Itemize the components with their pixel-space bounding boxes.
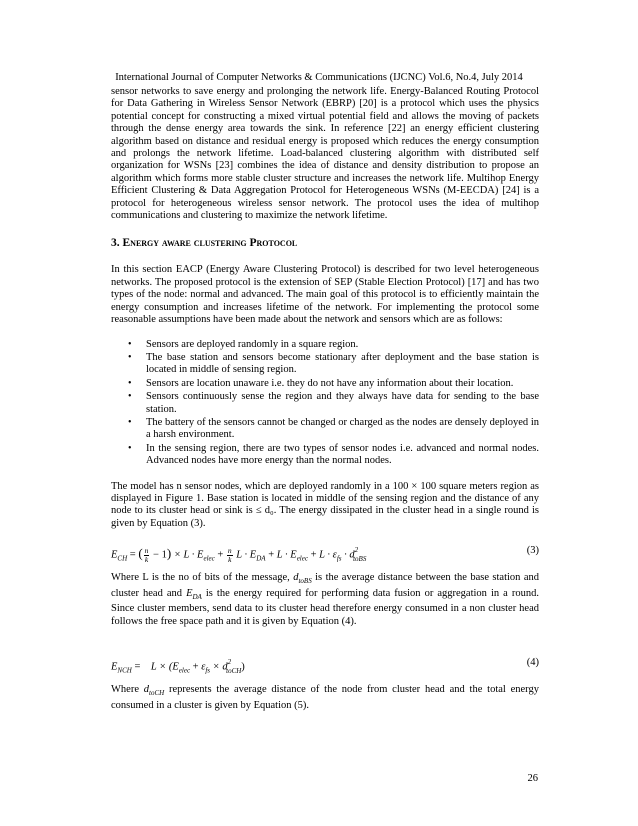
list-item: • The battery of the sensors cannot be changed or charged as the nodes are densely deployed in a harsh environment. — [128, 416, 539, 441]
assumptions-list — [111, 339, 539, 468]
bullet-icon: • — [128, 338, 132, 350]
list-item: • The base station and sensors become stationary after deployment and the base station is located in middle of sensing region. — [128, 351, 539, 376]
list-item: • In the sensing region, there are two types of sensor nodes i.e. advanced and normal nodes. Advanced nodes have more energy than the normal nodes. — [128, 442, 539, 467]
page-content — [111, 86, 539, 712]
bullet-icon: • — [128, 442, 132, 454]
equation-4 — [111, 654, 539, 675]
paragraph-eacp-intro: In this section EACP (Energy Aware Clustering Protocol) is described for two level heterogeneous networks. The proposed protocol is the extension of SEP (Stable Election Protocol) [17] and has two types of the node: normal and advanced. The main goal of this protocol is to efficiently maintain the energy consumption and increases lifetime of the network. For implementing the protocol some reasonable assumptions have been made about the network and sensors which are as follows: — [111, 264, 539, 326]
equation-3-body: $E_{CH}$ = ( $\frac{n}{k}$ − $1) \times L \cdot E_{elec}$ + $\frac{n}{k}$ $L \cdot E_{DA} + L \cdot E_{elec} + L \cdot \varepsilon_{fs} \cdot d^2_{toBS}$ — [111, 545, 367, 564]
running-header: International Journal of Computer Networks & Communications (IJCNC) Vol.6, No.4, July 2014 — [115, 72, 523, 83]
bullet-icon: • — [128, 351, 132, 363]
paragraph-network-model: The model has n sensor nodes, which are deployed randomly in a 100 × 100 square meters region as displayed in Figure 1. Base station is located in middle of the sensing region and the distance of any node to its cluster head or sink is ≤ d₀. The energy dissipated in the cluster head in a single round is given by Equation (3). — [111, 480, 539, 529]
paragraph-related-work: sensor networks to save energy and prolonging the network life. Energy-Balanced Routing Protocol for Data Gathering in Wireless Sensor Network (EBRP) [20] is a protocol which uses the physics potential concept for constructing a mixed virtual potential field and allows the moving of packets through the dense energy area towards the sink. In reference [22] an energy efficient clustering algorithm based on distance and residual energy is proposed which reduces the energy consumption and prolongs the network lifetime. Load-balanced clustering algorithm with distributed self organization for WSNs [23] combines the idea of distance and density distribution to propose an algorithm which forms more stable cluster structure and increases the network life. Multihop Energy Efficient Clustering & Data Aggregation Protocol for Heterogeneous WSNs (M-EECDA) [24] is a protocol for heterogeneous wireless sensor network. The protocol uses the idea of multihop communications and clustering to maximize the network lifetime. — [111, 86, 539, 222]
equation-4-number: (4) — [526, 657, 539, 668]
section-heading-3: 3. Energy aware clustering Protocol — [111, 237, 298, 250]
bullet-icon: • — [128, 416, 132, 428]
paragraph-eq3-explanation: Where L is the no of bits of the message, $d_{toBS}$ is the average distance between the base station and cluster head and $E_{DA}$ is the energy required for performing data fusion or aggregation in a round. Since cluster members, send data to its cluster head therefore energy consumed in a non cluster head follows the free space path and it is given by Equation (4). — [111, 572, 539, 627]
paragraph-eq4-explanation: Where $d_{toCH}$ represents the average distance of the node from cluster head and the total energy consumed in a cluster is given by Equation (5). — [111, 684, 539, 711]
page-number: 26 — [527, 773, 538, 784]
list-item: • Sensors are location unaware i.e. they do not have any information about their location. — [128, 377, 514, 389]
equation-3-number: (3) — [526, 545, 539, 557]
list-item: • Sensors continuously sense the region and they always have data for sending to the base station. — [128, 391, 539, 415]
equation-4-body: $E_{NCH}$ = $L \times (E_{elec} + \varepsilon_{fs} \times d^2_{toCH})$ — [111, 658, 245, 675]
bullet-icon: • — [128, 377, 132, 389]
list-item: • Sensors are deployed randomly in a square region. — [128, 338, 359, 350]
bullet-icon: • — [128, 391, 132, 403]
equation-3 — [111, 542, 539, 564]
